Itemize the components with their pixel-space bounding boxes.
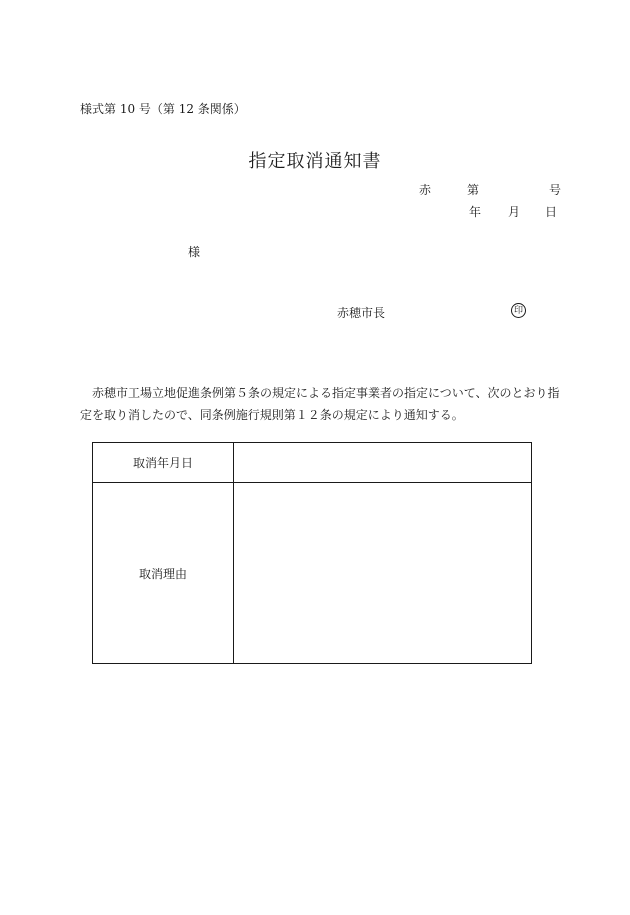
reference-go: 号 [549,183,562,197]
table-value-revocation-date [234,443,531,482]
table-value-revocation-reason [234,483,531,663]
form-number: 様式第 10 号（第 12 条関係） [80,102,246,116]
revocation-table [92,442,532,664]
body-paragraph [80,382,560,426]
body-line: 赤穂市工場立地促進条例第５条の規定による指定事業者の指定について、次のとおり指 [80,386,560,400]
seal-mark: 印 [511,303,526,318]
table-row-revocation-reason [93,483,531,663]
document-title: 指定取消通知書 [248,151,382,172]
sender-name: 赤穂市長 [337,306,386,320]
table-label-revocation-date: 取消年月日 [93,443,234,482]
reference-prefix: 赤 [419,183,432,197]
date-year-label: 年 [469,205,482,219]
recipient-honorific: 様 [188,245,201,259]
date-day-label: 日 [545,205,558,219]
reference-dai: 第 [467,183,480,197]
table-row-revocation-date [93,443,531,483]
date-month-label: 月 [508,205,521,219]
body-line: 定を取り消したので、同条例施行規則第１２条の規定により通知する。 [80,408,464,422]
table-label-revocation-reason: 取消理由 [93,483,234,663]
